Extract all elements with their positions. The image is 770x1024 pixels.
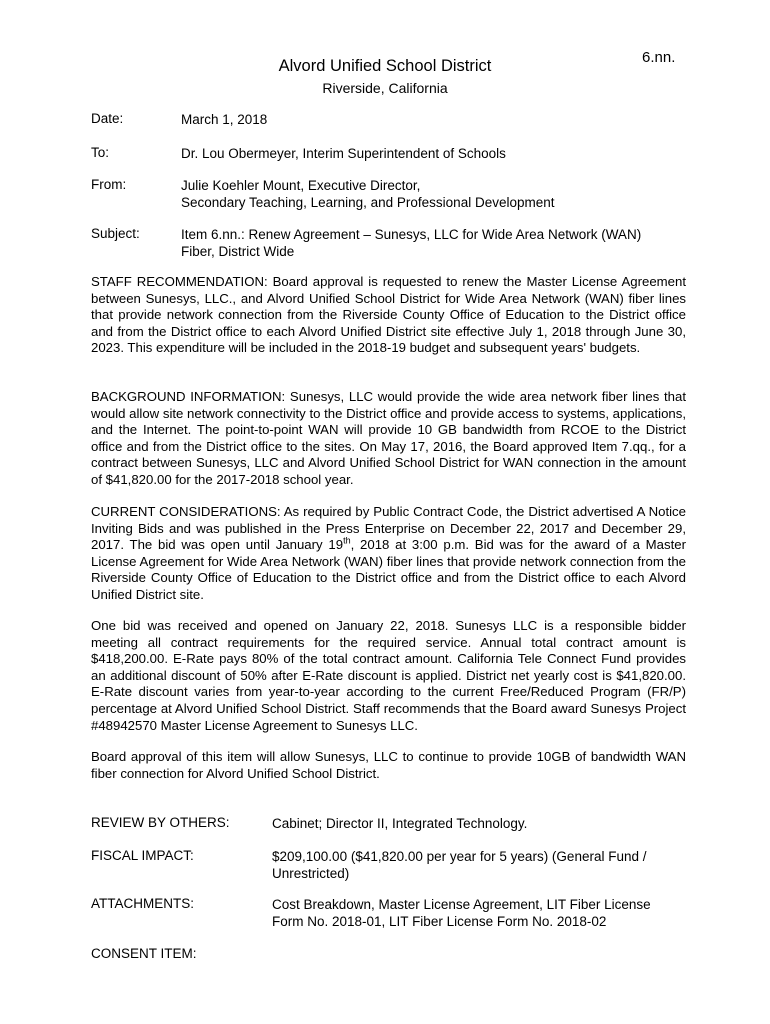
date-value: March 1, 2018 [181, 112, 268, 127]
consent-item-label: CONSENT ITEM: [91, 946, 197, 961]
attachments-label: ATTACHMENTS: [91, 896, 194, 911]
subject-label: Subject: [91, 226, 140, 241]
fiscal-impact-label: FISCAL IMPACT: [91, 848, 194, 863]
fiscal-line-2: Unrestricted) [272, 866, 350, 881]
current-considerations-text-1: CURRENT CONSIDERATIONS: As required by Public Contract Code, the District advertised A Notice Inviting Bids and was published in the Press Enterprise on December 22, 2017 and December 29, 2017. The bid was open until January 19 [91, 504, 686, 553]
subject-line-1: Item 6.nn.: Renew Agreement – Sunesys, LLC for Wide Area Network (WAN) [181, 227, 642, 242]
to-label: To: [91, 145, 110, 160]
bid-received-paragraph: One bid was received and opened on January 22, 2018. Sunesys LLC is a responsible bidder meeting all contract requirements for the required service. Annual total contract amount is $418,200.00. E-Rate pays 80% of the total contract amount. California Tele Connect Fund provides an additional discount of 50% after E-Rate discount is applied. District net yearly cost is $41,820.00. E-Rate discount varies from year-to-year according to the current Free/Reduced Program (FR/P) percentage at Alvord Unified School District. Staff recommends that the Board award Sunesys Project #48942570 Master License Agreement to Sunesys LLC. [91, 618, 686, 733]
attachments-line-2: Form No. 2018-01, LIT Fiber License Form No. 2018-02 [272, 914, 607, 929]
fiscal-impact-value [272, 848, 692, 882]
district-title: Alvord Unified School District [278, 57, 492, 75]
from-label: From: [91, 177, 127, 192]
from-line-2: Secondary Teaching, Learning, and Professional Development [181, 195, 555, 210]
ordinal-suffix: th [343, 535, 351, 546]
subject-line-2: Fiber, District Wide [181, 244, 295, 259]
fiscal-line-1: $209,100.00 ($41,820.00 per year for 5 years) (General Fund / [272, 849, 647, 864]
attachments-line-1: Cost Breakdown, Master License Agreement, LIT Fiber License [272, 897, 651, 912]
background-paragraph: BACKGROUND INFORMATION: Sunesys, LLC would provide the wide area network fiber lines that would allow site network connectivity to the District office and provide access to systems, applications, and the Internet. The point-to-point WAN will provide 10 GB bandwidth from RCOE to the District office and from the District office to the sites. On May 17, 2016, the Board approved Item 7.qq., for a contract between Sunesys, LLC and Alvord Unified School District for WAN connection in the amount of $41,820.00 for the 2017-2018 school year. [91, 389, 686, 487]
from-line-1: Julie Koehler Mount, Executive Director, [181, 178, 421, 193]
review-label: REVIEW BY OTHERS: [91, 815, 230, 830]
review-value: Cabinet; Director II, Integrated Technology. [272, 816, 528, 831]
current-considerations-text-2: , 2018 at 3:00 p.m. Bid was for the award of a Master License Agreement for Wide Area Network (WAN) fiber lines that provide network connection from the Riverside County Office of Education to the District office and from the District office to each Alvord Unified District site. [91, 537, 686, 602]
attachments-value [272, 896, 692, 930]
subject-value [181, 226, 681, 260]
from-value [181, 177, 681, 211]
staff-recommendation-paragraph: STAFF RECOMMENDATION: Board approval is requested to renew the Master License Agreement between Sunesys, LLC., and Alvord Unified School District for Wide Area Network (WAN) fiber lines that provide network connection from the Riverside County Office of Education to the District office and from the District office to each Alvord Unified District site effective July 1, 2018 through June 30, 2023. This expenditure will be included in the 2018-19 budget and subsequent years' budgets. [91, 274, 686, 356]
date-label: Date: [91, 111, 124, 126]
item-number: 6.nn. [642, 49, 676, 66]
board-approval-paragraph: Board approval of this item will allow Sunesys, LLC to continue to provide 10GB of bandwidth WAN fiber connection for Alvord Unified School District. [91, 749, 686, 781]
to-value: Dr. Lou Obermeyer, Interim Superintendent of Schools [181, 146, 506, 161]
current-considerations-paragraph [91, 504, 686, 604]
district-location: Riverside, California [322, 80, 448, 96]
